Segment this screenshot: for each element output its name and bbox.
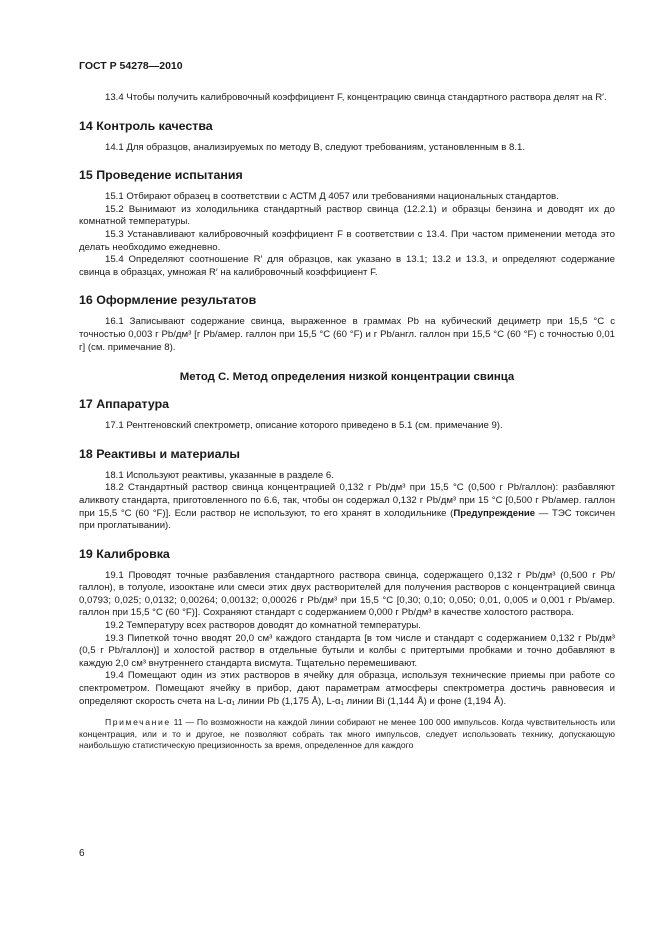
paragraph-19-3: 19.3 Пипеткой точно вводят 20,0 см³ каждого стандарта [в том числе и стандарт с содержанием 0,132 г Pb/дм³ (0,5 г Pb/галлон)] и холостой раствор в отдельные бутыли и колбы с притертыми пробками и точно добавляют в каждую 2,0 см³ внутреннего стандарта висмута. Тщательно перемешивают. (79, 632, 615, 669)
paragraph-13-4: 13.4 Чтобы получить калибровочный коэффициент F, концентрацию свинца стандартного раствора делят на R′. (105, 92, 607, 103)
paragraph-18-2-text: 18.2 Стандартный раствор свинца концентрацией 0,132 г Pb/дм³ при 15,5 °С (0,500 г Pb/галлон): разбавляют аликвоту стандарта, приготовленного по 6.6, так, чтобы он содержал 0,132 г Pb/дм³ при 15 °С [0,500 г Pb/амер. галлон при 15,5 °С (60 °F)]. Если раствор не используют, то его хранят в холодильнике ( (79, 482, 615, 519)
note-11 (79, 717, 615, 751)
section-19-title: 19 Калибровка (79, 546, 170, 561)
paragraph-19-4: 19.4 Помещают один из этих растворов в ячейку для образца, используя технические приемы при работе со спектрометром. Помещают ячейку в прибор, дают параметрам атмосферы спектрометра достичь равновесия и определяют скорость счета на L-α₁ линии Pb (1,175 Å), L-α₁ линии Bi (1,144 Å) и фоне (1,194 Å). (79, 670, 615, 707)
page-number: 6 (79, 848, 85, 859)
warning-label: Предупреждение (453, 507, 536, 519)
note-label: Примечание (105, 717, 171, 728)
paragraph-19-2: 19.2 Температуру всех растворов доводят до комнатной температуры. (105, 620, 421, 632)
paragraph-17-1: 17.1 Рентгеновский спектрометр, описание которого приведено в 5.1 (см. примечание 9). (105, 420, 503, 432)
section-14-title: 14 Контроль качества (79, 118, 213, 133)
paragraph-14-1: 14.1 Для образцов, анализируемых по методу В, следуют требованиям, установленным в 8.1. (105, 141, 526, 153)
document-body (79, 92, 615, 751)
paragraph-15-1: 15.1 Отбирают образец в соответствии с АСТМ Д 4057 или требованиями национальных стандартов. (105, 191, 559, 203)
section-18-title: 18 Реактивы и материалы (79, 446, 240, 461)
section-15-title: 15 Проведение испытания (79, 168, 243, 183)
paragraph-16-1: 16.1 Записывают содержание свинца, выраженное в граммах Pb на кубический дециметр при 15,5 °С с точностью 0,003 г Pb/дм³ [г Pb/амер. галлон при 15,5 °С (60 °F) и г Pb/англ. галлон при 15,5 °С (60 °F) с точностью 0,01 г] (см. примечание 8). (79, 316, 615, 353)
note-text: 11 — По возможности на каждой линии собирают не менее 100 000 импульсов. Когда чувствительность или концентрация, или и то и другое, не позволяют собрать так много импульсов, следует использовать технику, допускающую наибольшую статистическую прецизионность за время, определенное для каждого (79, 717, 615, 751)
section-17-title: 17 Аппаратура (79, 397, 170, 412)
method-c-title: Метод С. Метод определения низкой концентрации свинца (179, 371, 515, 384)
paragraph-18-2-tail: — ТЭС токсичен при проглатывании). (79, 507, 615, 532)
document-header: ГОСТ Р 54278—2010 (79, 60, 183, 72)
paragraph-19-1: 19.1 Проводят точные разбавления стандартного раствора свинца, содержащего 0,132 г Pb/дм³ (0,500 г Pb/галлон), в толуоле, изооктане или смеси этих двух растворителей для получения растворов с концентрацией свинца 0,0793; 0,025; 0,0132; 0,00264; 0,00132; 0,00026 г Pb/дм³ при 15,5 °С [0,30; 0,10; 0,050; 0,01, 0,005 и 0,001 г Pb/амер. галлон при 15,5 °С (60 °F)]. Сохраняют стандарт с содержанием 0,000 г Pb/дм³ в качестве холостого раствора. (79, 569, 615, 619)
paragraph-18-1: 18.1 Используют реактивы, указанные в разделе 6. (105, 469, 334, 481)
paragraph-15-3: 15.3 Устанавливают калибровочный коэффициент F в соответствии с 13.4. При частом применении метода это делать необходимо ежедневно. (79, 228, 615, 253)
paragraph-18-2 (79, 482, 615, 532)
section-16-title: 16 Оформление результатов (79, 293, 257, 308)
paragraph-15-2: 15.2 Вынимают из холодильника стандартный раствор свинца (12.2.1) и образцы бензина и доводят их до комнатной температуры. (79, 203, 615, 228)
paragraph-15-4: 15.4 Определяют соотношение R′ для образцов, как указано в 13.1; 13.2 и 13.3, и определяют содержание свинца в образцах, умножая R′ на калибровочный коэффициент F. (79, 254, 615, 278)
